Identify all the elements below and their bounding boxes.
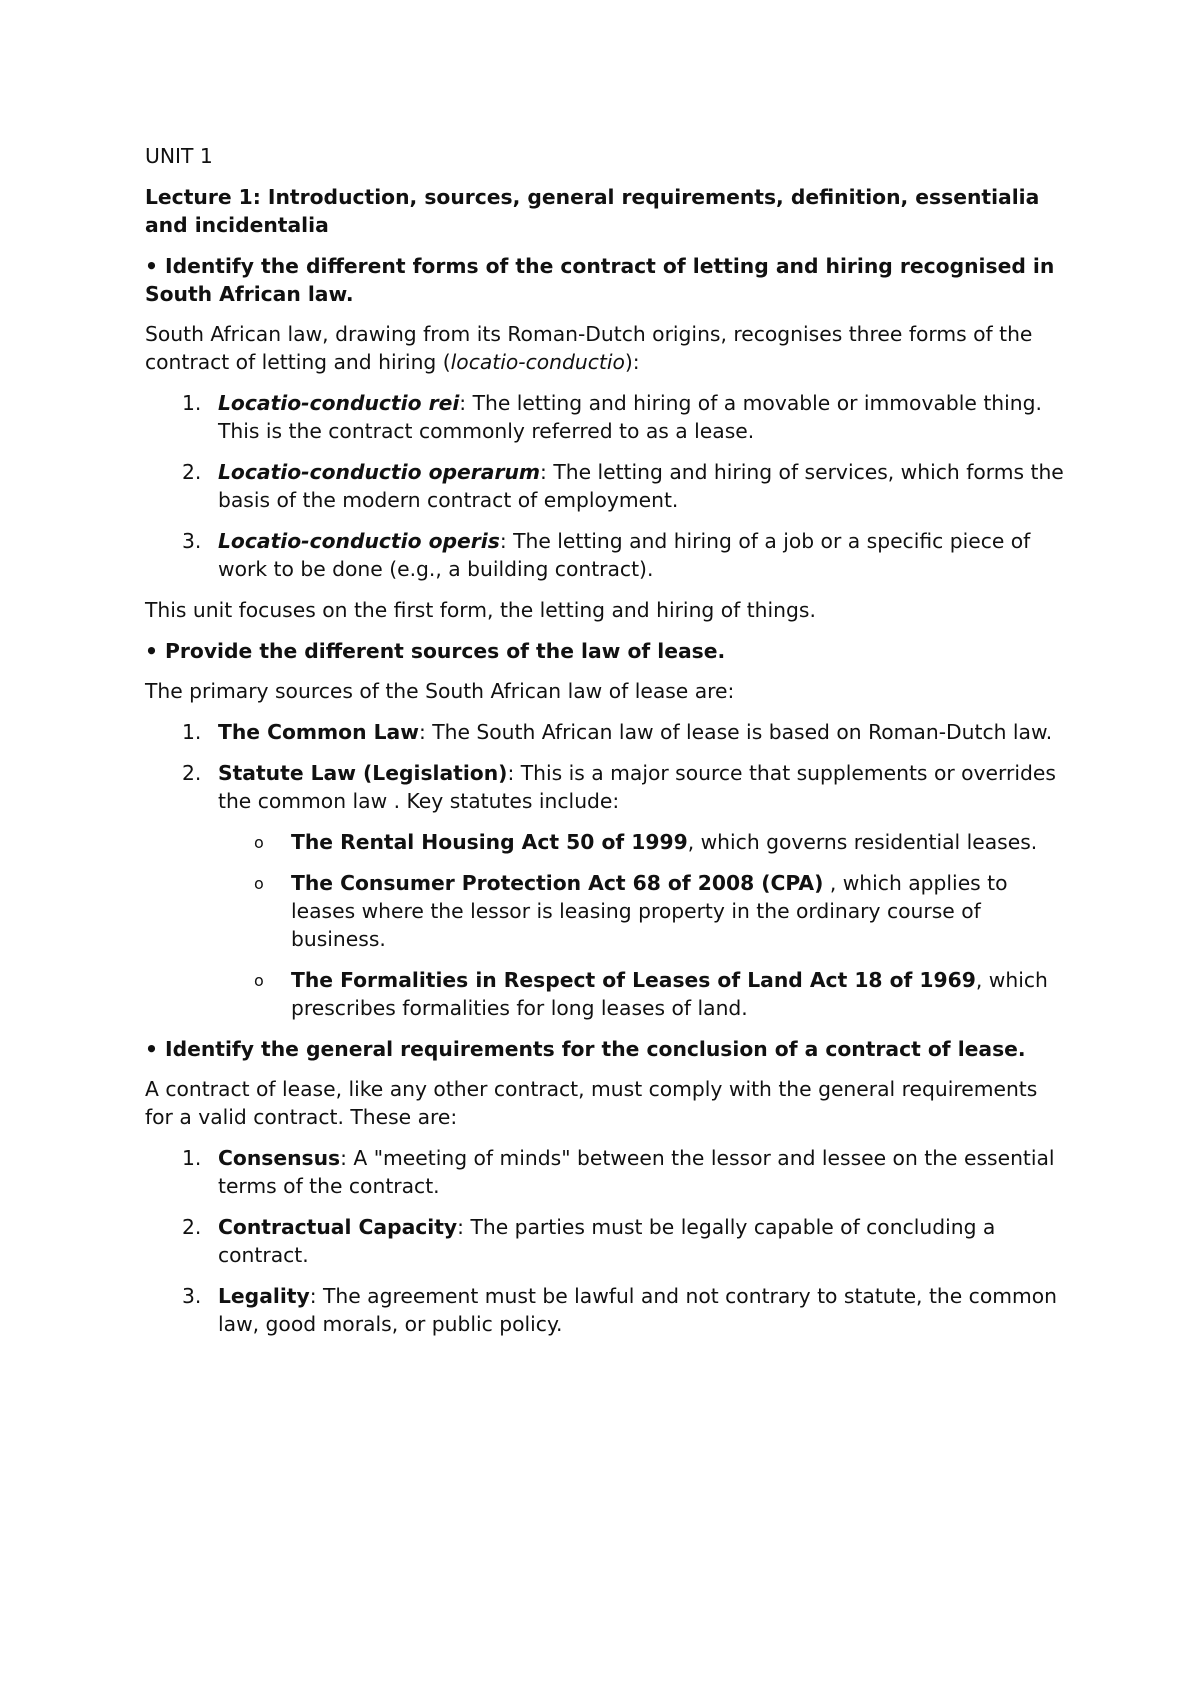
list-term: Locatio-conductio operarum (218, 460, 541, 484)
statutes-list (218, 828, 1070, 1022)
statute-term: The Consumer Protection Act 68 of 2008 (CPA) (291, 871, 824, 895)
statute-term: The Rental Housing Act 50 of 1999 (291, 830, 688, 854)
list-text: : The South African law of lease is based on Roman-Dutch law. (418, 720, 1053, 744)
section3-heading: • Identify the general requirements for the conclusion of a contract of lease. (145, 1037, 1026, 1061)
statute-text: , which prescribes formalities for long leases of land. (291, 968, 1048, 1020)
statute-item (218, 828, 1070, 856)
section1-intro-before: South African law, drawing from its Roman-Dutch origins, recognises three forms of the contract of letting and hiring ( (145, 322, 1033, 374)
list-term: Statute Law (Legislation) (218, 761, 508, 785)
section3-intro: A contract of lease, like any other contract, must comply with the general requirements for a valid contract. These are: (145, 1077, 1038, 1129)
list-text: : A "meeting of minds" between the lessor and lessee on the essential terms of the contract. (218, 1146, 1055, 1198)
list-term: Contractual Capacity (218, 1215, 458, 1239)
list-item (145, 1282, 1070, 1338)
statute-item (218, 966, 1070, 1022)
list-item (145, 759, 1070, 1022)
section1-intro-italic: locatio-conductio (450, 350, 625, 374)
list-item (145, 1213, 1070, 1269)
list-term: Locatio-conductio rei (218, 391, 460, 415)
section1-intro-after: ): (624, 350, 640, 374)
list-text: : The letting and hiring of a movable or immovable thing. This is the contract commonly referred to as a lease. (218, 391, 1042, 443)
list-number: 2. (182, 1215, 202, 1239)
list-text: : The letting and hiring of a job or a specific piece of work to be done (e.g., a building contract). (218, 529, 1031, 581)
list-term: Locatio-conductio operis (218, 529, 500, 553)
list-text: : The agreement must be lawful and not contrary to statute, the common law, good morals, or public policy. (218, 1284, 1058, 1336)
list-term: Legality (218, 1284, 310, 1308)
lecture-title: Lecture 1: Introduction, sources, general requirements, definition, essentialia and incidentalia (145, 185, 1040, 237)
list-item (145, 527, 1070, 583)
section2-heading: • Provide the different sources of the law of lease. (145, 639, 726, 663)
circle-bullet-icon: o (254, 833, 264, 852)
list-number: 3. (182, 529, 202, 553)
statute-text: , which applies to leases where the lessor is leasing property in the ordinary course of business. (291, 871, 1008, 951)
list-text: : The letting and hiring of services, which forms the basis of the modern contract of employment. (218, 460, 1064, 512)
unit-title: UNIT 1 (145, 144, 213, 168)
section1-outro: This unit focuses on the first form, the letting and hiring of things. (145, 598, 816, 622)
section1-heading: • Identify the different forms of the contract of letting and hiring recognised in South African law. (145, 254, 1055, 306)
section1-intro (145, 320, 1070, 376)
circle-bullet-icon: o (254, 971, 264, 990)
list-item (145, 458, 1070, 514)
statute-term: The Formalities in Respect of Leases of Land Act 18 of 1969 (291, 968, 976, 992)
list-item (145, 1144, 1070, 1200)
requirements-list (145, 1144, 1070, 1338)
list-term: The Common Law (218, 720, 419, 744)
list-number: 2. (182, 460, 202, 484)
list-item (145, 718, 1070, 746)
list-text: : The parties must be legally capable of concluding a contract. (218, 1215, 996, 1267)
list-item (145, 389, 1070, 445)
circle-bullet-icon: o (254, 874, 264, 893)
list-number: 2. (182, 761, 202, 785)
list-number: 1. (182, 720, 202, 744)
list-text: : This is a major source that supplements or overrides the common law . Key statutes include: (218, 761, 1056, 813)
list-term: Consensus (218, 1146, 341, 1170)
list-number: 3. (182, 1284, 202, 1308)
section2-intro: The primary sources of the South African law of lease are: (145, 679, 735, 703)
list-number: 1. (182, 1146, 202, 1170)
document-page (145, 142, 1070, 1351)
forms-list (145, 389, 1070, 583)
list-number: 1. (182, 391, 202, 415)
statute-item (218, 869, 1070, 953)
statute-text: , which governs residential leases. (687, 830, 1038, 854)
sources-list (145, 718, 1070, 1022)
